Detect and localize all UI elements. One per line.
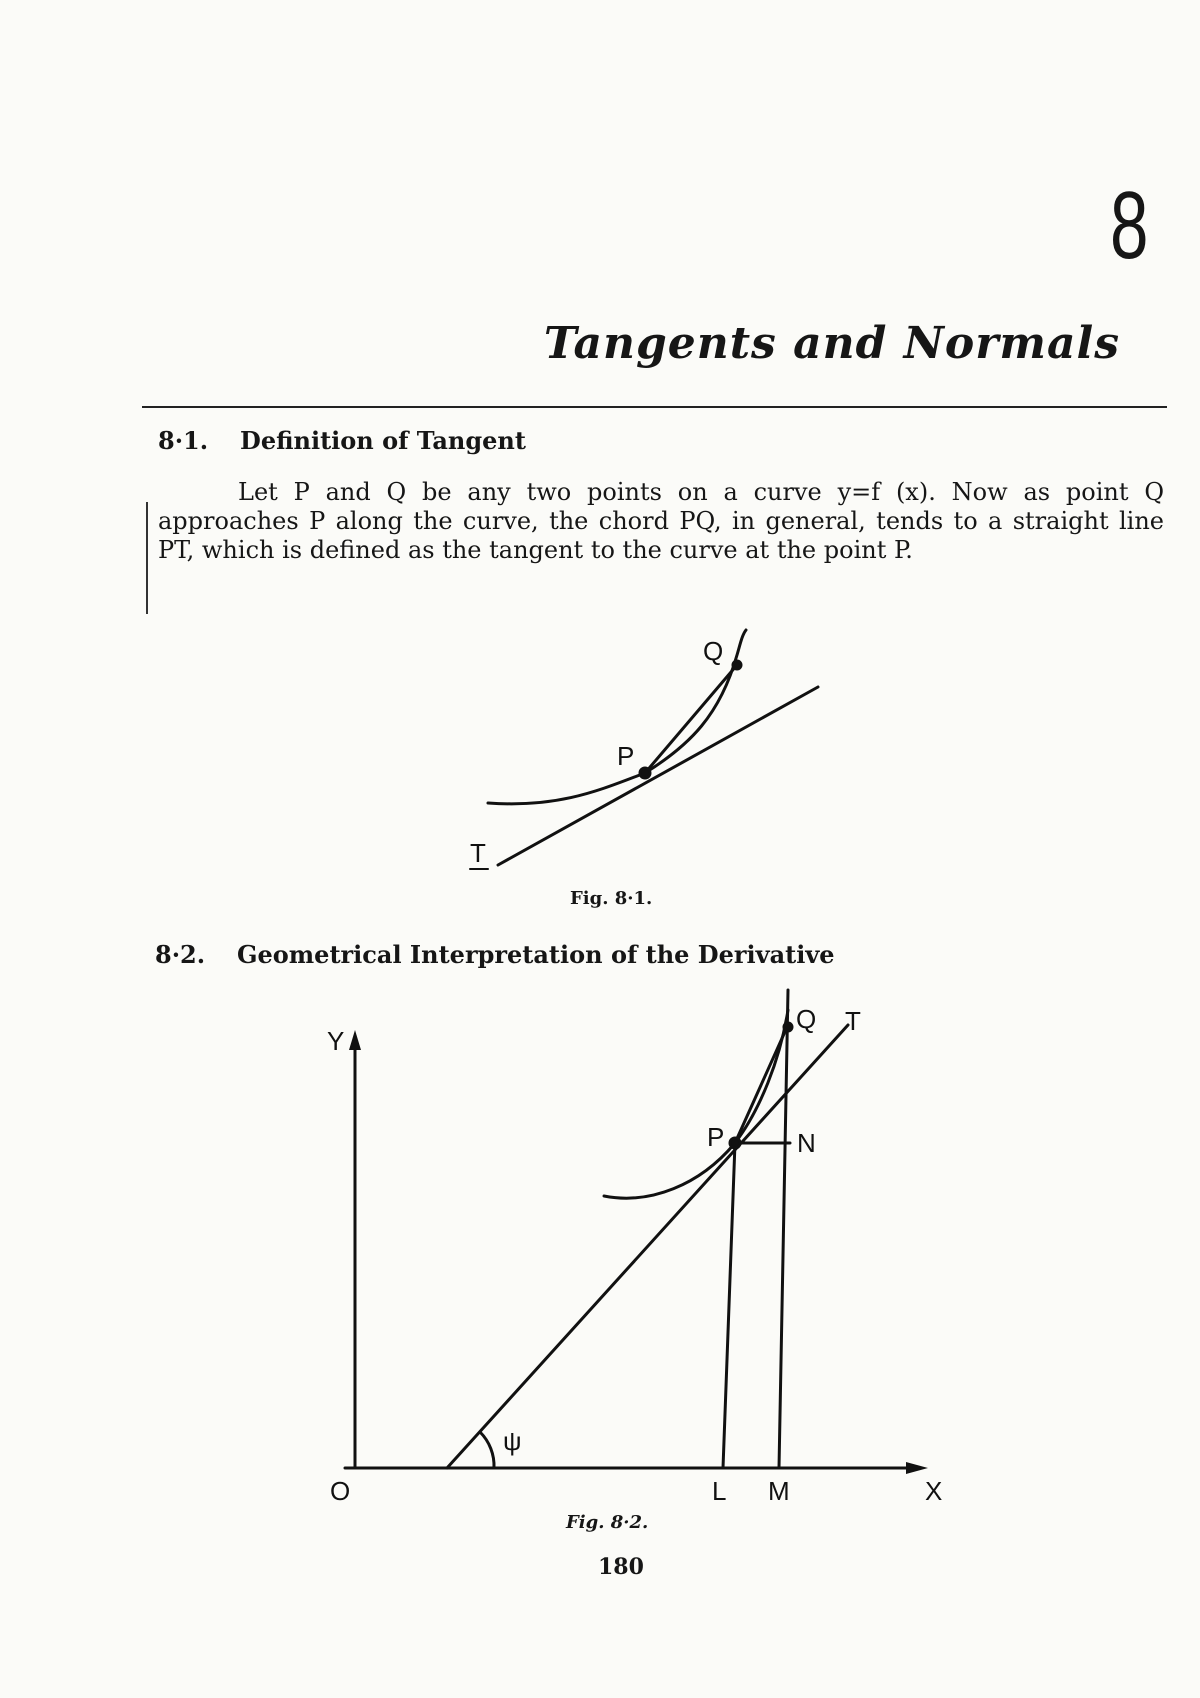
label-y: Y [327, 1026, 345, 1056]
figure-8-1 [470, 630, 818, 869]
curve [604, 1010, 788, 1198]
section-number: 8·1. [158, 426, 209, 455]
section-title: Geometrical Interpretation of the Derivative [237, 940, 835, 969]
label-l: L [712, 1476, 727, 1506]
point-p [640, 768, 650, 778]
point-q [733, 661, 741, 669]
label-q: Q [796, 1004, 817, 1034]
section-title: Definition of Tangent [240, 426, 526, 455]
point-p [730, 1138, 740, 1148]
label-n: N [797, 1128, 816, 1158]
label-q: Q [703, 636, 724, 666]
label-p: P [617, 741, 635, 771]
figure-8-1-caption: Fig. 8·1. [570, 888, 653, 909]
chord-pq [735, 1025, 788, 1143]
x-axis-arrow [906, 1462, 928, 1474]
label-psi: ψ [503, 1426, 522, 1456]
point-q [784, 1023, 792, 1031]
label-m: M [768, 1476, 790, 1506]
chapter-number: 8 [1110, 172, 1149, 279]
label-p: P [707, 1122, 725, 1152]
tangent-line [498, 687, 818, 865]
label-t: T [470, 838, 486, 868]
section-heading-geometrical [155, 940, 835, 969]
section-number: 8·2. [155, 940, 206, 969]
page-number: 180 [598, 1554, 644, 1580]
figure-8-2 [345, 990, 928, 1474]
tangent-line [447, 1025, 848, 1468]
chapter-title: Tangents and Normals [543, 318, 1120, 369]
paragraph-text: Let P and Q be any two points on a curve y=f (x). Now as point Q approaches P along the curve, the chord PQ, in general, tends to a straight line PT, which is defined as the tangent to the curve at the point P. [158, 478, 1164, 564]
figure-8-2-caption: Fig. 8·2. [566, 1512, 649, 1533]
label-o: O [330, 1476, 351, 1506]
label-x: X [925, 1476, 943, 1506]
ordinate-pl [723, 1143, 735, 1468]
ordinate-qm [779, 990, 788, 1468]
y-axis-arrow [349, 1030, 361, 1050]
label-t: T [845, 1006, 861, 1036]
angle-psi-arc [480, 1432, 494, 1468]
